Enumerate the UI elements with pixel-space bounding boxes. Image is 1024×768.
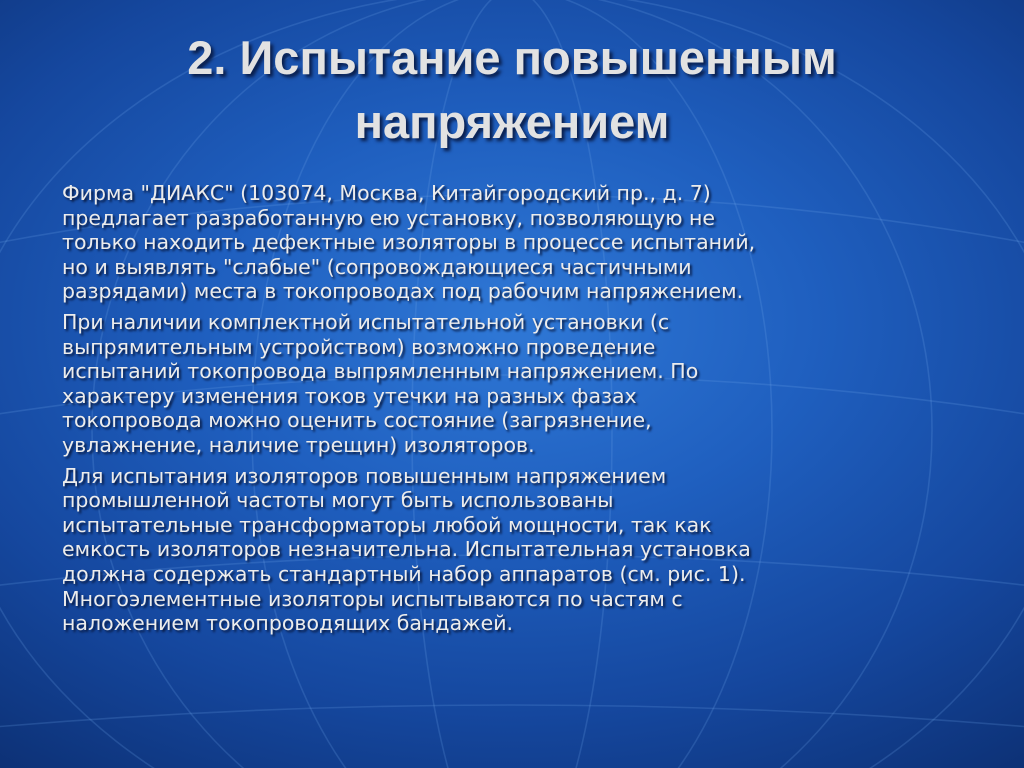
text-line: емкость изоляторов незначительна. Испытательная установка [62, 537, 751, 562]
text-line: только находить дефектные изоляторы в процессе испытаний, [62, 230, 756, 255]
text-line: Для испытания изоляторов повышенным напряжением [62, 463, 667, 488]
text-line: характеру изменения токов утечки на разных фазах [62, 383, 637, 408]
paragraph-rectified-test [62, 310, 962, 458]
text-line: предлагает разработанную ею установку, позволяющую не [62, 205, 715, 230]
text-line: испытаний токопровода выпрямленным напряжением. По [62, 359, 699, 384]
text-line: промышленной частоты могут быть использованы [62, 488, 614, 513]
text-line: увлажнение, наличие трещин) изоляторов. [62, 432, 535, 457]
slide-title [0, 26, 1024, 154]
text-line: разрядами) места в токопроводах под рабочим напряжением. [62, 279, 744, 304]
text-line: При наличии комплектной испытательной установки (с [62, 309, 670, 334]
paragraph-diaks [62, 181, 962, 304]
text-line: испытательные трансформаторы любой мощности, так как [62, 512, 712, 537]
title-line: напряжением [354, 95, 670, 148]
text-line: но и выявлять "слабые" (сопровождающиеся частичными [62, 254, 692, 279]
text-line: выпрямительным устройством) возможно проведение [62, 334, 656, 359]
text-line: Фирма "ДИАКС" (103074, Москва, Китайгородский пр., д. 7) [62, 181, 711, 205]
text-line: токопровода можно оценить состояние (загрязнение, [62, 408, 652, 433]
title-line: 2. Испытание повышенным [187, 31, 837, 84]
text-line: Многоэлементные изоляторы испытываются по частям с [62, 586, 683, 611]
slide-body [62, 181, 962, 642]
text-line: наложением токопроводящих бандажей. [62, 611, 514, 636]
paragraph-power-frequency-test [62, 464, 962, 636]
text-line: должна содержать стандартный набор аппаратов (см. рис. 1). [62, 561, 746, 586]
